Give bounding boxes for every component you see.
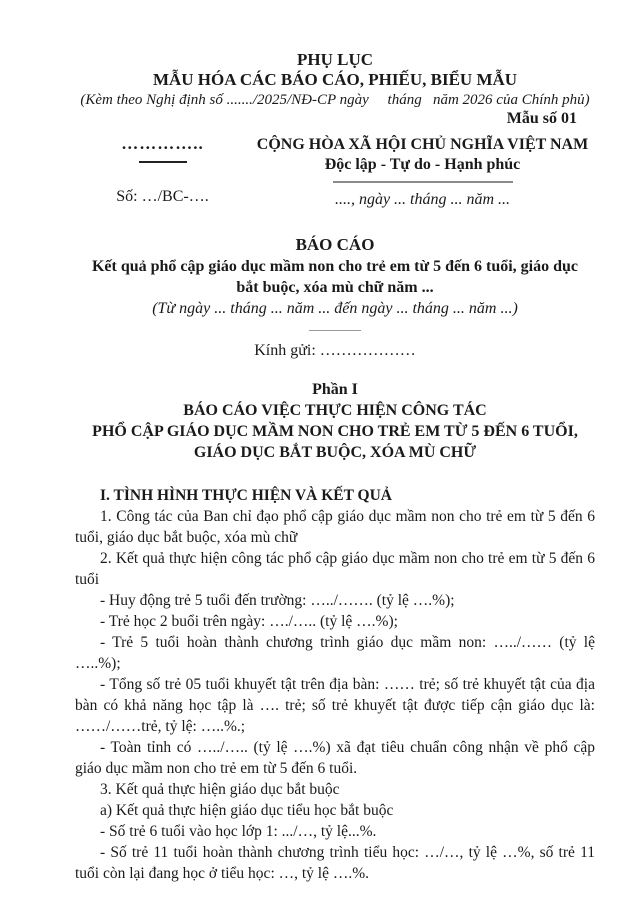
paragraph: 2. Kết quả thực hiện công tác phổ cập giáo dục mầm non cho trẻ em từ 5 đến 6 tuổi [75,550,595,588]
part-heading-line: BÁO CÁO VIỆC THỰC HIỆN CÔNG TÁC [183,402,487,419]
paragraph: - Trẻ học 2 buổi trên ngày: …./….. (tỷ lệ ….%); [100,613,398,630]
paragraph: - Huy động trẻ 5 tuổi đến trường: …../……. (tỷ lệ ….%); [100,592,455,609]
report-period: (Từ ngày ... tháng ... năm ... đến ngày ... tháng ... năm ...) [152,300,518,317]
report-title: BÁO CÁO [295,235,375,254]
issuer-divider [139,161,187,163]
appendix-header [75,50,595,128]
paragraph: 1. Công tác của Ban chỉ đạo phổ cập giáo dục mầm non cho trẻ em từ 5 đến 6 tuổi, giáo dục bắt buộc, xóa mù chữ [75,508,595,546]
paragraph: - Số trẻ 6 tuổi vào học lớp 1: .../…, tỷ lệ...%. [100,823,377,840]
paragraph: - Số trẻ 11 tuổi hoàn thành chương trình tiểu học: …/…, tỷ lệ …%, số trẻ 11 tuổi còn lại đang học ở tiểu học: …, tỷ lệ ….%. [75,844,595,882]
report-body [75,485,595,884]
issuer-name-dots: ………….. [121,134,204,153]
paragraph: - Tổng số trẻ 05 tuổi khuyết tật trên địa bàn: …… trẻ; số trẻ khuyết tật của địa bàn có khả năng học tập là …. trẻ; số trẻ khuyết tật được tiếp cận giáo dục là: ……/……trẻ, tỷ lệ: …..%.; [75,676,595,735]
paragraph: a) Kết quả thực hiện giáo dục tiểu học bắt buộc [100,802,394,819]
section-heading: I. TÌNH HÌNH THỰC HIỆN VÀ KẾT QUẢ [100,487,392,504]
part-label: Phần I [312,381,358,398]
paragraph: 3. Kết quả thực hiện giáo dục bắt buộc [100,781,340,798]
part-heading-line: PHỔ CẬP GIÁO DỤC MẦM NON CHO TRẺ EM TỪ 5 ĐẾN 6 TUỔI, [92,423,578,440]
national-motto: Độc lập - Tự do - Hạnh phúc [324,156,521,173]
republic-column [250,135,595,209]
form-number-badge: Mẫu số 01 [506,110,577,127]
title-divider [309,330,361,331]
paragraph: - Trẻ 5 tuổi hoàn thành chương trình giáo dục mầm non: …../…… (tỷ lệ …..%); [75,634,595,672]
report-subject: Kết quả phổ cập giáo dục mầm non cho trẻ em từ 5 đến 6 tuổi, giáo dục bắt buộc, xóa mù chữ năm ... [91,258,579,296]
decree-note: (Kèm theo Nghị định số ......./2025/NĐ-CP ngày tháng năm 2026 của Chính phủ) [80,92,590,108]
motto-divider [333,181,513,183]
recipient-line: Kính gửi: ……………… [254,342,416,359]
national-header-block [75,135,595,209]
document-number: Số: …/BC-…. [116,188,209,205]
issuer-column [75,135,250,209]
part-heading-line: GIÁO DỤC BẮT BUỘC, XÓA MÙ CHỮ [193,444,477,461]
date-place-line: ...., ngày ... tháng ... năm ... [334,191,511,208]
report-title-block [75,234,595,360]
part1-heading-block [75,379,595,463]
national-title: CỘNG HÒA XÃ HỘI CHỦ NGHĨA VIỆT NAM [256,136,589,153]
paragraph: - Toàn tỉnh có …../….. (tỷ lệ ….%) xã đạt tiêu chuẩn công nhận về phổ cập giáo dục mầm non cho trẻ em từ 5 đến 6 tuổi. [75,739,595,777]
appendix-subtitle: MẪU HÓA CÁC BÁO CÁO, PHIẾU, BIỂU MẪU [152,70,518,89]
appendix-title: PHỤ LỤC [296,50,374,69]
